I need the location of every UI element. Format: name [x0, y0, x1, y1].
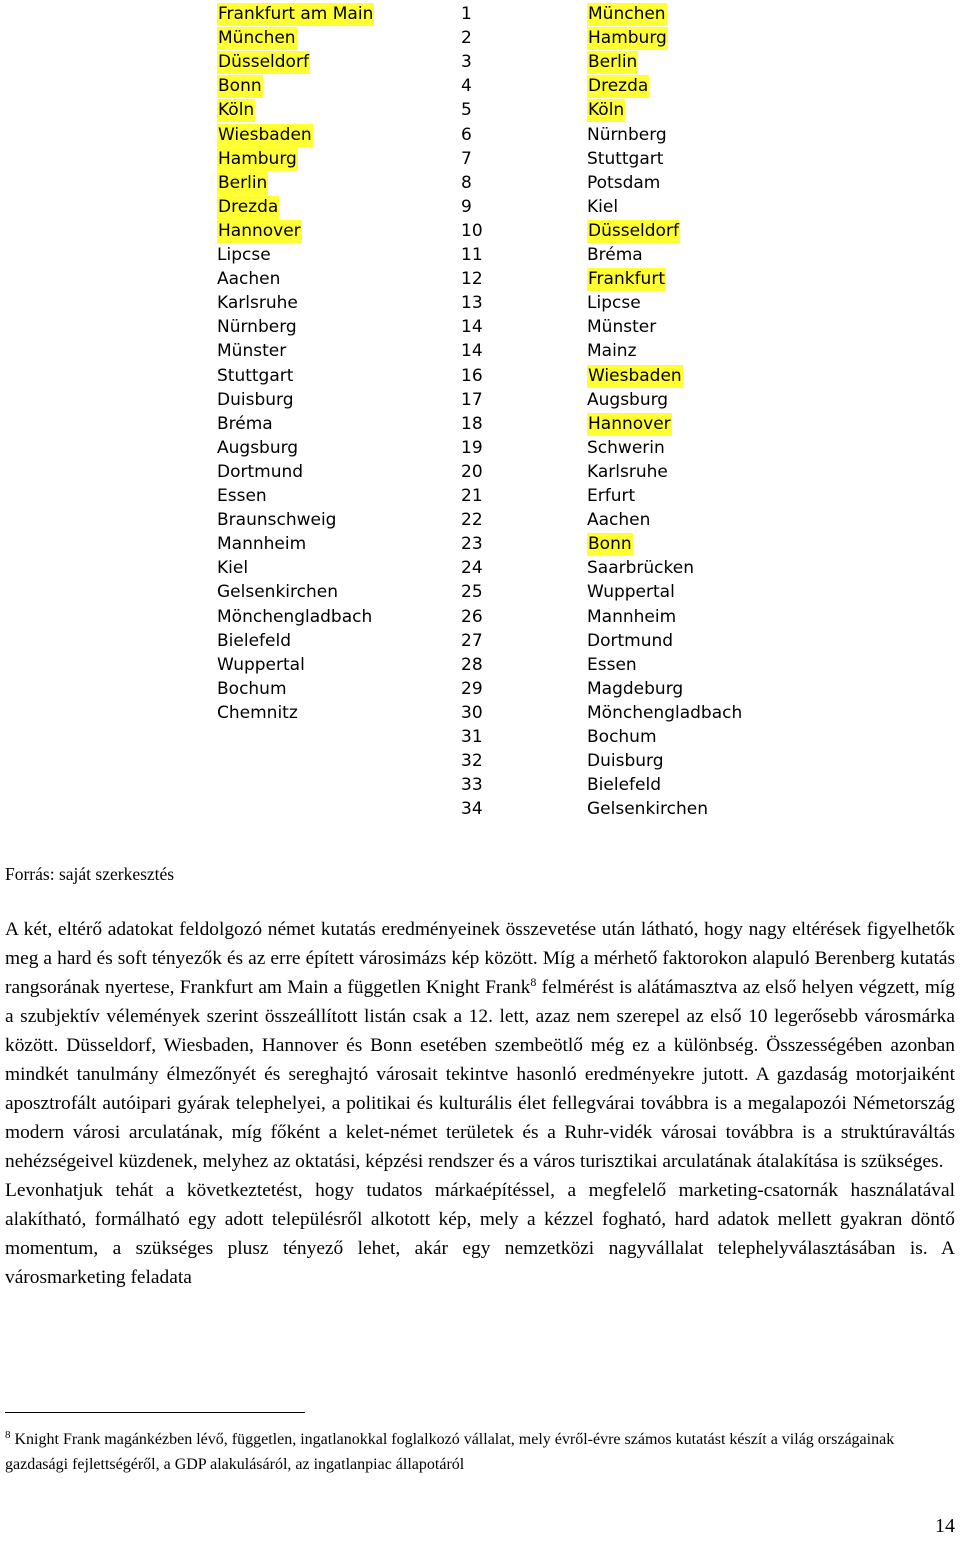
- right-ranking-city: Aachen: [587, 510, 651, 531]
- table-row: [0, 51, 960, 75]
- right-ranking-city: Augsburg: [587, 389, 669, 410]
- table-row: [0, 244, 960, 268]
- table-row: [0, 124, 960, 148]
- rank-number: 20: [461, 461, 483, 482]
- right-ranking-city: Bochum: [587, 727, 657, 747]
- footnote: [5, 1427, 955, 1477]
- rank-number: 19: [461, 437, 483, 458]
- table-row: [0, 630, 960, 654]
- left-ranking-city: Augsburg: [217, 437, 299, 458]
- table-row: [0, 148, 960, 172]
- table-row: [0, 437, 960, 461]
- right-ranking-city: Magdeburg: [587, 678, 684, 699]
- left-ranking-city: München: [218, 28, 296, 49]
- left-ranking-city: Drezda: [218, 196, 279, 217]
- table-row: [0, 220, 960, 244]
- rank-number: 25: [461, 582, 483, 603]
- paragraph-1-text-b: felmérést is alátámasztva az első helyen végzett, míg a szubjektív vélemények szerint összeállított listán csak a 12. lett, azaz nem szerepel az első 10 legerősebb városmárka között. Düsseldorf, Wiesbaden, Hannover és Bonn esetében szembeötlő még ez a különbség. Összességében azonban mindkét tanulmány élmezőnyét és sereghajtó városait tekintve hasonló eredményekre jutott. A gazdaság motorjaiként aposztrofált autóipari gyárak telephelyei, a politikai és kulturális élet fellegvárai továbbra is a megalapozói Németország modern városi arculatának, míg főként a kelet-német területek és a Ruhr-vidék városai továbbra is a struktúraváltás nehézségeivel küzdenek, melyhez az oktatási, képzési rendszer és a város turisztikai arculatának átalakítása is szükséges.: [5, 977, 956, 1172]
- right-ranking-city: Lipcse: [587, 293, 641, 314]
- right-ranking-city: Nürnberg: [587, 124, 667, 145]
- table-row: [0, 557, 960, 581]
- left-ranking-city: Gelsenkirchen: [217, 582, 338, 603]
- left-ranking-city: Hannover: [218, 220, 301, 241]
- left-ranking-city: Münster: [217, 341, 287, 362]
- right-ranking-city: Dortmund: [587, 630, 674, 651]
- rank-number: 21: [461, 486, 483, 506]
- left-ranking-city: Lipcse: [217, 245, 271, 265]
- right-ranking-city: München: [588, 4, 666, 24]
- right-ranking-city: Erfurt: [587, 486, 636, 506]
- left-ranking-city: Hamburg: [218, 148, 297, 169]
- table-row: [0, 340, 960, 364]
- rank-number: 34: [461, 799, 483, 820]
- rank-number: 23: [461, 534, 483, 555]
- table-row: [0, 678, 960, 702]
- table-row: [0, 606, 960, 630]
- right-ranking-city: Duisburg: [587, 751, 664, 772]
- table-row: [0, 3, 960, 27]
- right-ranking-city: Saarbrücken: [587, 558, 694, 579]
- rank-number: 17: [461, 389, 483, 410]
- rank-number: 33: [461, 775, 483, 796]
- body-text: [5, 915, 955, 1292]
- table-row: [0, 99, 960, 123]
- left-ranking-city: Frankfurt am Main: [218, 4, 374, 24]
- left-ranking-city: Bonn: [218, 76, 262, 97]
- table-row: [0, 75, 960, 99]
- rank-number: 27: [461, 630, 483, 651]
- table-row: [0, 533, 960, 557]
- table-row: [0, 774, 960, 798]
- left-ranking-city: Mönchengladbach: [217, 606, 373, 627]
- right-ranking-city: Hannover: [588, 413, 671, 434]
- table-row: [0, 461, 960, 485]
- right-ranking-city: Düsseldorf: [588, 220, 679, 241]
- table-row: [0, 413, 960, 437]
- right-ranking-city: Gelsenkirchen: [587, 799, 708, 820]
- left-ranking-city: Bréma: [217, 413, 273, 434]
- rank-number: 9: [461, 196, 472, 217]
- rank-number: 24: [461, 558, 483, 579]
- left-ranking-city: Düsseldorf: [218, 52, 309, 73]
- paragraph-1-text-a: A két, eltérő adatokat feldolgozó német kutatás eredményeinek összevetése után látható, hogy nagy eltérések figyelhetők meg a hard és soft tényezők és az erre épített városimázs kép között. Míg a mérhető faktorokon alapuló Berenberg kutatás rangsorának nyertese, Frankfurt am Main a független Knight Frank: [5, 919, 955, 998]
- right-ranking-city: Stuttgart: [587, 148, 664, 169]
- rank-number: 16: [461, 365, 483, 386]
- left-ranking-city: Wuppertal: [217, 654, 305, 675]
- rank-number: 11: [461, 245, 483, 265]
- right-ranking-city: Wuppertal: [587, 582, 675, 603]
- rank-number: 4: [461, 76, 472, 97]
- rank-number: 3: [461, 52, 472, 73]
- rank-number: 18: [461, 413, 483, 434]
- right-ranking-city: Essen: [587, 654, 637, 675]
- right-ranking-city: Karlsruhe: [587, 461, 668, 482]
- table-row: [0, 485, 960, 509]
- rank-number: 14: [461, 341, 483, 362]
- right-ranking-city: Mönchengladbach: [587, 702, 743, 723]
- left-ranking-city: Nürnberg: [217, 317, 297, 338]
- left-ranking-city: Bochum: [217, 678, 287, 699]
- right-ranking-city: Münster: [587, 317, 657, 338]
- right-ranking-city: Frankfurt: [588, 269, 665, 290]
- rank-number: 12: [461, 269, 483, 290]
- table-row: [0, 581, 960, 605]
- left-ranking-city: Chemnitz: [217, 702, 298, 723]
- table-row: [0, 27, 960, 51]
- rank-number: 8: [461, 172, 472, 193]
- right-ranking-city: Bielefeld: [587, 775, 661, 796]
- rank-number: 7: [461, 148, 472, 169]
- right-ranking-city: Wiesbaden: [588, 365, 682, 386]
- right-ranking-city: Mannheim: [587, 606, 677, 627]
- left-ranking-city: Essen: [217, 486, 267, 506]
- rank-number: 2: [461, 28, 472, 49]
- rank-number: 6: [461, 124, 472, 145]
- footnote-reference[interactable]: 8: [530, 975, 537, 989]
- left-ranking-city: Karlsruhe: [217, 293, 298, 314]
- left-ranking-city: Stuttgart: [217, 365, 294, 386]
- table-row: [0, 292, 960, 316]
- right-ranking-city: Schwerin: [587, 437, 665, 458]
- right-ranking-city: Drezda: [588, 76, 649, 97]
- page-number: 14: [935, 1515, 955, 1537]
- rank-number: 14: [461, 317, 483, 338]
- footnote-text: Knight Frank magánkézben lévő, független, ingatlanokkal foglalkozó vállalat, mely évről-évre számos kutatást készít a világ országainak gazdasági fejlettségéről, a GDP alakulásáról, az ingatlanpiac állapotáról: [5, 1431, 895, 1473]
- right-ranking-city: Bonn: [588, 534, 632, 555]
- paragraph-1: [5, 915, 955, 1176]
- rank-number: 28: [461, 654, 483, 675]
- table-row: [0, 172, 960, 196]
- right-ranking-city: Potsdam: [587, 172, 661, 193]
- table-row: [0, 702, 960, 726]
- rank-number: 26: [461, 606, 483, 627]
- table-row: [0, 726, 960, 750]
- rank-number: 5: [461, 100, 472, 121]
- rank-number: 22: [461, 510, 483, 531]
- source-note: Forrás: saját szerkesztés: [5, 864, 175, 884]
- right-ranking-city: Hamburg: [588, 28, 667, 49]
- right-ranking-city: Mainz: [587, 341, 637, 362]
- table-row: [0, 389, 960, 413]
- left-ranking-city: Mannheim: [217, 534, 307, 555]
- right-ranking-city: Köln: [588, 100, 625, 121]
- right-ranking-city: Bréma: [587, 245, 643, 265]
- table-row: [0, 316, 960, 340]
- right-ranking-city: Berlin: [588, 52, 638, 73]
- right-ranking-city: Kiel: [587, 196, 619, 217]
- rank-number: 13: [461, 293, 483, 314]
- left-ranking-city: Kiel: [217, 558, 249, 579]
- left-ranking-city: Berlin: [218, 172, 268, 193]
- table-row: [0, 654, 960, 678]
- left-ranking-city: Braunschweig: [217, 510, 337, 531]
- left-ranking-city: Dortmund: [217, 461, 304, 482]
- rank-number: 10: [461, 220, 483, 241]
- table-row: [0, 509, 960, 533]
- table-row: [0, 365, 960, 389]
- left-ranking-city: Köln: [218, 100, 255, 121]
- table-row: [0, 268, 960, 292]
- left-ranking-city: Aachen: [217, 269, 281, 290]
- left-ranking-city: Duisburg: [217, 389, 294, 410]
- table-row: [0, 196, 960, 220]
- footnote-mark: 8: [5, 1429, 11, 1441]
- footnote-divider: [5, 1412, 305, 1413]
- table-row: [0, 750, 960, 774]
- table-row: [0, 798, 960, 822]
- paragraph-2: Levonhatjuk tehát a következtetést, hogy tudatos márkaépítéssel, a megfelelő marketing-csatornák használatával alakítható, formálható egy adott településről alkotott kép, mely a kézzel fogható, hard adatok mellett gyakran döntő momentum, a szükséges plusz tényező lehet, akár egy nemzetközi nagyvállalat telephelyválasztásában is. A városmarketing feladata: [5, 1180, 955, 1288]
- rank-number: 31: [461, 727, 483, 747]
- rank-number: 1: [461, 4, 472, 24]
- left-ranking-city: Wiesbaden: [218, 124, 312, 145]
- rank-number: 32: [461, 751, 483, 772]
- left-ranking-city: Bielefeld: [217, 630, 291, 651]
- rank-number: 29: [461, 678, 483, 699]
- rank-number: 30: [461, 702, 483, 723]
